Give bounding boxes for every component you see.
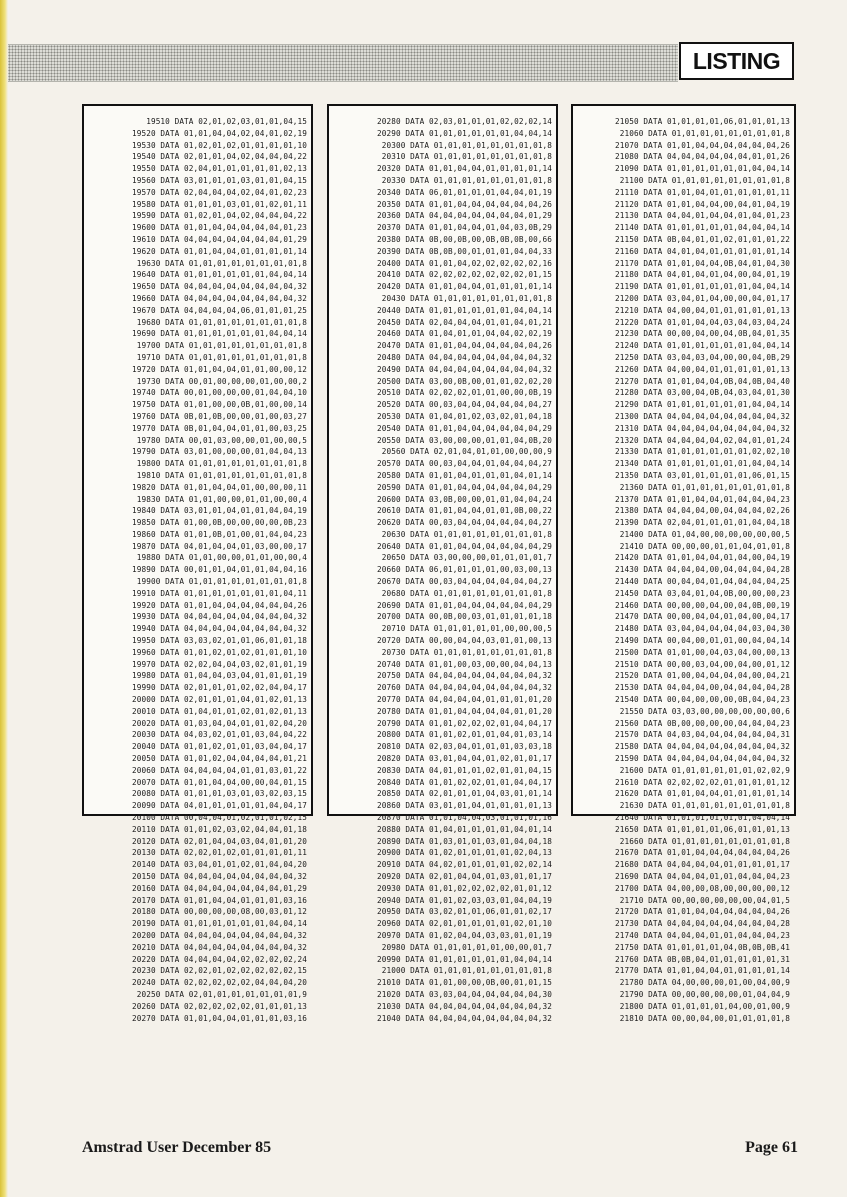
listing-line: 20470 DATA 01,01,04,04,04,04,04,04,26 <box>377 341 552 351</box>
listing-line: 20500 DATA 03,00,0B,00,01,01,02,02,20 <box>377 376 552 386</box>
section-badge <box>679 42 794 80</box>
listing-line: 21290 DATA 01,01,01,01,01,01,04,04,14 <box>615 400 790 410</box>
listing-line: 19590 DATA 01,02,01,04,02,04,04,04,22 <box>132 211 307 221</box>
listing-line: 20990 DATA 01,01,01,01,01,01,04,04,14 <box>377 954 552 964</box>
listing-line: 20120 DATA 02,01,04,04,03,04,01,01,20 <box>132 836 307 846</box>
listing-line: 20940 DATA 01,01,02,03,03,01,04,04,19 <box>377 895 552 905</box>
listing-line: 21610 DATA 02,02,02,02,01,01,01,01,12 <box>615 777 790 787</box>
listing-line: 19890 DATA 00,01,01,04,01,01,04,04,16 <box>132 565 307 575</box>
listing-line: 21530 DATA 04,04,04,00,04,04,04,04,28 <box>615 683 790 693</box>
listing-line: 20550 DATA 03,00,00,00,01,01,04,0B,20 <box>377 435 552 445</box>
listing-line: 20300 DATA 01,01,01,01,01,01,01,01,8 <box>381 140 552 150</box>
listing-line: 21170 DATA 01,01,04,04,0B,04,01,04,30 <box>615 258 790 268</box>
listing-line: 20460 DATA 01,04,01,01,04,04,02,02,19 <box>377 329 552 339</box>
listing-line: 19990 DATA 02,01,01,01,02,02,04,04,17 <box>132 683 307 693</box>
listing-line: 21120 DATA 01,01,04,04,00,04,01,04,19 <box>615 199 790 209</box>
listing-line: 21340 DATA 01,01,01,01,01,01,04,04,14 <box>615 459 790 469</box>
listing-line: 20520 DATA 00,03,04,04,04,04,04,04,27 <box>377 400 552 410</box>
listing-line: 20420 DATA 01,01,04,04,01,01,01,01,14 <box>377 282 552 292</box>
listing-line: 21600 DATA 01,01,01,01,01,01,02,02,9 <box>619 765 790 775</box>
listing-line: 21200 DATA 03,04,01,04,00,00,04,01,17 <box>615 293 790 303</box>
listing-line: 21420 DATA 01,01,04,04,01,04,00,04,19 <box>615 553 790 563</box>
listing-column-2 <box>327 104 558 1023</box>
listing-line: 21080 DATA 04,04,04,04,04,04,01,01,26 <box>615 152 790 162</box>
listing-line: 21060 DATA 01,01,01,01,01,01,01,01,8 <box>619 128 790 138</box>
listing-line: 21580 DATA 04,04,04,04,04,04,04,04,32 <box>615 742 790 752</box>
listing-line: 21240 DATA 01,01,01,01,01,01,04,04,14 <box>615 341 790 351</box>
listing-line: 19780 DATA 00,01,03,00,00,01,00,00,5 <box>136 435 307 445</box>
listing-line: 21470 DATA 00,00,04,04,01,04,00,04,17 <box>615 612 790 622</box>
listing-line: 21270 DATA 01,01,04,04,0B,04,0B,04,40 <box>615 376 790 386</box>
section-label: LISTING <box>692 47 781 74</box>
listing-line: 20900 DATA 01,02,01,01,01,01,02,04,13 <box>377 848 552 858</box>
listing-line: 21770 DATA 01,01,04,04,01,01,01,01,14 <box>615 966 790 976</box>
listing-line: 21250 DATA 03,04,03,04,00,00,04,0B,29 <box>615 352 790 362</box>
listing-line: 20930 DATA 01,01,02,02,02,02,01,01,12 <box>377 883 552 893</box>
listing-line: 20190 DATA 01,01,01,01,01,01,04,04,14 <box>132 919 307 929</box>
listing-line: 21750 DATA 01,01,01,01,04,0B,0B,0B,41 <box>615 942 790 952</box>
listing-line: 20610 DATA 01,01,04,04,01,01,0B,00,22 <box>377 506 552 516</box>
listing-line: 19730 DATA 00,01,00,00,00,01,00,00,2 <box>136 376 307 386</box>
listing-line: 19920 DATA 01,01,04,04,04,04,04,04,26 <box>132 600 307 610</box>
listing-line: 20200 DATA 04,04,04,04,04,04,04,04,32 <box>132 930 307 940</box>
listing-line: 20280 DATA 02,03,01,01,01,02,02,02,14 <box>377 117 552 126</box>
listing-line: 21280 DATA 03,00,04,0B,04,03,04,01,30 <box>615 388 790 398</box>
listing-line: 21430 DATA 04,04,04,00,04,04,04,04,28 <box>615 565 790 575</box>
listing-line: 21140 DATA 01,01,01,01,01,04,04,04,14 <box>615 223 790 233</box>
listing-line: 19970 DATA 02,02,04,04,03,02,01,01,19 <box>132 659 307 669</box>
listing-line: 21810 DATA 00,00,04,00,01,01,01,01,8 <box>619 1013 790 1023</box>
listing-line: 19870 DATA 04,01,04,04,01,03,00,00,17 <box>132 541 307 551</box>
listing-line: 20430 DATA 01,01,01,01,01,01,01,01,8 <box>381 293 552 303</box>
listing-line: 20580 DATA 01,01,04,01,01,01,04,01,14 <box>377 470 552 480</box>
listing-line: 20880 DATA 01,04,01,01,01,01,04,01,14 <box>377 824 552 834</box>
listing-line: 21000 DATA 01,01,01,01,01,01,01,01,8 <box>381 966 552 976</box>
listing-line: 19700 DATA 01,01,01,01,01,01,01,01,8 <box>136 341 307 351</box>
listing-line: 21500 DATA 01,01,00,04,03,04,00,00,13 <box>615 647 790 657</box>
listing-line: 21700 DATA 04,00,00,08,00,00,00,00,12 <box>615 883 790 893</box>
listing-line: 19610 DATA 04,04,04,04,04,04,04,01,29 <box>132 234 307 244</box>
listing-line: 20660 DATA 06,01,01,01,01,00,03,00,13 <box>377 565 552 575</box>
listing-line: 21760 DATA 0B,0B,04,01,01,01,01,01,31 <box>615 954 790 964</box>
listing-line: 20440 DATA 01,01,01,01,01,01,04,04,14 <box>377 305 552 315</box>
listing-line: 20980 DATA 01,01,01,01,01,00,00,01,7 <box>381 942 552 952</box>
listing-line: 21150 DATA 0B,04,01,01,02,01,01,01,22 <box>615 234 790 244</box>
listing-line: 20330 DATA 01,01,01,01,01,01,01,01,8 <box>381 175 552 185</box>
listing-line: 19760 DATA 0B,01,0B,00,00,01,00,03,27 <box>132 411 307 421</box>
listing-line: 21010 DATA 01,01,00,00,0B,00,01,01,15 <box>377 978 552 988</box>
listing-line: 21180 DATA 04,01,04,01,04,00,04,01,19 <box>615 270 790 280</box>
listing-line: 21020 DATA 03,03,04,04,04,04,04,04,30 <box>377 989 552 999</box>
listing-line: 21210 DATA 04,00,04,01,01,01,01,01,13 <box>615 305 790 315</box>
listing-line: 19980 DATA 01,04,04,03,04,01,01,01,19 <box>132 671 307 681</box>
listing-line: 20570 DATA 00,03,04,04,01,04,04,04,27 <box>377 459 552 469</box>
listing-line: 20950 DATA 03,02,01,01,06,01,01,02,17 <box>377 907 552 917</box>
listing-line: 20530 DATA 01,04,01,02,03,02,01,04,18 <box>377 411 552 421</box>
listing-line: 20800 DATA 01,01,02,01,01,04,01,03,14 <box>377 730 552 740</box>
listing-line: 20290 DATA 01,01,01,01,01,01,04,04,14 <box>377 128 552 138</box>
listing-line: 20840 DATA 01,01,02,02,01,01,04,04,17 <box>377 777 552 787</box>
listing-line: 20170 DATA 01,01,04,04,01,01,01,03,16 <box>132 895 307 905</box>
listing-line: 21690 DATA 04,04,04,01,01,04,04,04,23 <box>615 872 790 881</box>
listing-line: 20090 DATA 04,01,01,01,01,01,04,04,17 <box>132 801 307 811</box>
listing-column-3 <box>571 104 796 1023</box>
listing-line: 21030 DATA 04,04,04,04,04,04,04,04,32 <box>377 1001 552 1011</box>
listing-line: 20780 DATA 01,01,04,04,04,04,01,01,20 <box>377 706 552 716</box>
listing-line: 21190 DATA 01,01,01,01,01,01,04,04,14 <box>615 282 790 292</box>
listing-line: 21100 DATA 01,01,01,01,01,01,01,01,8 <box>619 175 790 185</box>
listing-line: 20970 DATA 01,02,04,04,03,03,01,01,19 <box>377 930 552 940</box>
listing-line: 20960 DATA 02,01,01,01,01,01,02,01,10 <box>377 919 552 929</box>
listing-line: 21090 DATA 01,01,01,01,01,01,04,04,14 <box>615 164 790 174</box>
listing-line: 21050 DATA 01,01,01,01,06,01,01,01,13 <box>615 117 790 126</box>
listing-line: 19830 DATA 01,01,00,00,01,01,00,00,4 <box>136 494 307 504</box>
listing-line: 21570 DATA 04,03,04,04,04,04,04,04,31 <box>615 730 790 740</box>
listing-line: 20410 DATA 02,02,02,02,02,02,02,01,15 <box>377 270 552 280</box>
listing-line: 21310 DATA 04,04,04,04,04,04,04,04,32 <box>615 423 790 433</box>
listing-line: 21440 DATA 00,04,04,01,04,04,04,04,25 <box>615 577 790 587</box>
listing-line: 21400 DATA 01,04,00,00,00,00,00,00,5 <box>619 529 790 539</box>
listing-line: 20810 DATA 02,03,04,01,01,01,03,03,18 <box>377 742 552 752</box>
page-binding-strip <box>0 0 8 1197</box>
listing-line: 19910 DATA 01,01,01,01,01,01,01,04,11 <box>132 588 307 598</box>
listing-line: 20770 DATA 04,04,04,04,01,01,01,01,20 <box>377 695 552 705</box>
listing-line: 21660 DATA 01,01,01,01,01,01,01,01,8 <box>619 836 790 846</box>
listing-line: 19680 DATA 01,01,01,01,01,01,01,01,8 <box>136 317 307 327</box>
listing-line: 21540 DATA 00,04,00,00,00,0B,04,04,23 <box>615 695 790 705</box>
listing-line: 21560 DATA 0B,00,00,00,00,04,04,04,23 <box>615 718 790 728</box>
listing-line: 20480 DATA 04,04,04,04,04,04,04,04,32 <box>377 352 552 362</box>
listing-line: 19770 DATA 0B,01,04,04,01,01,00,03,25 <box>132 423 307 433</box>
listing-line: 20110 DATA 01,01,02,03,02,04,04,01,18 <box>132 824 307 834</box>
listing-line: 19930 DATA 04,04,04,04,04,04,04,04,32 <box>132 612 307 622</box>
listing-line: 20740 DATA 01,01,00,03,00,00,04,04,13 <box>377 659 552 669</box>
listing-line: 20860 DATA 03,01,01,04,01,01,01,01,13 <box>377 801 552 811</box>
listing-line: 21590 DATA 04,04,04,04,04,04,04,04,32 <box>615 754 790 764</box>
listing-line: 21370 DATA 01,01,04,04,01,04,04,04,23 <box>615 494 790 504</box>
listing-line: 19800 DATA 01,01,01,01,01,01,01,01,8 <box>136 459 307 469</box>
listing-line: 20340 DATA 06,01,01,01,01,04,04,01,19 <box>377 187 552 197</box>
listing-line: 21450 DATA 03,04,01,04,0B,00,00,00,23 <box>615 588 790 598</box>
listing-line: 21230 DATA 00,00,04,00,04,0B,04,01,35 <box>615 329 790 339</box>
listing-line: 20270 DATA 01,01,04,04,01,01,01,03,16 <box>132 1013 307 1023</box>
listing-line: 19860 DATA 01,01,0B,01,00,01,04,04,23 <box>132 529 307 539</box>
listing-line: 20720 DATA 00,00,04,04,03,01,01,00,13 <box>377 636 552 646</box>
listing-line: 21330 DATA 01,01,01,01,01,01,02,02,10 <box>615 447 790 457</box>
listing-line: 20850 DATA 02,01,01,01,04,03,01,01,14 <box>377 789 552 799</box>
listing-line: 21730 DATA 04,04,04,04,04,04,04,04,28 <box>615 919 790 929</box>
listing-line: 21070 DATA 01,01,04,04,04,04,04,04,26 <box>615 140 790 150</box>
listing-line: 19710 DATA 01,01,01,01,01,01,01,01,8 <box>136 352 307 362</box>
listing-line: 20710 DATA 01,01,01,01,01,00,00,00,5 <box>381 624 552 634</box>
listing-line: 20030 DATA 04,03,02,01,01,03,04,04,22 <box>132 730 307 740</box>
listing-line: 21350 DATA 03,01,01,01,01,01,06,01,15 <box>615 470 790 480</box>
listing-line: 21680 DATA 04,04,04,04,01,01,01,01,17 <box>615 860 790 870</box>
listing-line: 19850 DATA 01,00,0B,00,00,00,00,0B,23 <box>132 518 307 528</box>
listing-line: 20380 DATA 0B,00,0B,00,0B,0B,0B,00,66 <box>377 234 552 244</box>
listing-line: 20220 DATA 04,04,04,04,02,02,02,02,24 <box>132 954 307 964</box>
listing-line: 20260 DATA 02,02,02,02,02,01,01,01,13 <box>132 1001 307 1011</box>
listing-line: 20360 DATA 04,04,04,04,04,04,04,01,29 <box>377 211 552 221</box>
listing-line: 20690 DATA 01,01,04,04,04,04,04,04,29 <box>377 600 552 610</box>
listing-line: 20310 DATA 01,01,01,01,01,01,01,01,8 <box>381 152 552 162</box>
listing-line: 21510 DATA 00,00,03,04,00,04,00,01,12 <box>615 659 790 669</box>
listing-line: 20680 DATA 01,01,01,01,01,01,01,01,8 <box>381 588 552 598</box>
listing-line: 20910 DATA 04,02,01,01,01,01,02,02,14 <box>377 860 552 870</box>
listing-line: 19570 DATA 02,04,04,04,02,04,01,02,23 <box>132 187 307 197</box>
listing-line: 20560 DATA 02,01,04,01,01,00,00,00,9 <box>381 447 552 457</box>
listing-line: 21300 DATA 04,04,04,04,04,04,04,04,32 <box>615 411 790 421</box>
listing-line: 21260 DATA 04,00,04,01,01,01,01,01,13 <box>615 364 790 374</box>
listing-line: 20510 DATA 02,02,02,01,01,00,00,0B,19 <box>377 388 552 398</box>
listing-line: 20650 DATA 03,00,00,00,01,01,01,01,7 <box>381 553 552 563</box>
listing-line: 20490 DATA 04,04,04,04,04,04,04,04,32 <box>377 364 552 374</box>
listing-line: 19670 DATA 04,04,04,04,06,01,01,01,25 <box>132 305 307 315</box>
listing-line: 21380 DATA 04,04,04,00,04,04,04,02,26 <box>615 506 790 516</box>
listing-line: 19580 DATA 01,01,01,03,01,01,02,01,11 <box>132 199 307 209</box>
listing-line: 19840 DATA 03,01,01,04,01,01,04,04,19 <box>132 506 307 516</box>
listing-line: 19740 DATA 00,01,00,00,00,01,04,04,10 <box>132 388 307 398</box>
listing-line: 21670 DATA 01,01,04,04,04,04,04,04,26 <box>615 848 790 858</box>
listing-line: 19790 DATA 03,01,00,00,00,01,04,04,13 <box>132 447 307 457</box>
listing-line: 21490 DATA 00,04,00,01,01,00,04,04,14 <box>615 636 790 646</box>
listing-line: 21160 DATA 04,01,04,01,01,01,01,01,14 <box>615 246 790 256</box>
listing-line: 20210 DATA 04,04,04,04,04,04,04,04,32 <box>132 942 307 952</box>
listing-line: 19810 DATA 01,01,01,01,01,01,01,01,8 <box>136 470 307 480</box>
listing-line: 19940 DATA 04,04,04,04,04,04,04,04,32 <box>132 624 307 634</box>
listing-line: 19510 DATA 02,01,02,03,01,01,04,15 <box>146 117 307 126</box>
listing-line: 20100 DATA 00,04,04,01,02,01,01,02,15 <box>132 813 307 823</box>
listing-line: 20750 DATA 04,04,04,04,04,04,04,04,32 <box>377 671 552 681</box>
listing-line: 21710 DATA 00,00,00,00,00,00,04,01,5 <box>619 895 790 905</box>
listing-line: 21650 DATA 01,01,01,01,06,01,01,01,13 <box>615 824 790 834</box>
listing-line: 20600 DATA 03,0B,00,00,01,01,04,04,24 <box>377 494 552 504</box>
listing-line: 19630 DATA 01,01,01,01,01,01,01,01,8 <box>136 258 307 268</box>
listing-line: 20540 DATA 01,01,04,04,04,04,04,04,29 <box>377 423 552 433</box>
listing-line: 21040 DATA 04,04,04,04,04,04,04,04,32 <box>377 1013 552 1023</box>
page-number: Page 61 <box>745 1139 798 1156</box>
publication-footer: Amstrad User December 85 <box>82 1139 272 1156</box>
listing-line: 21130 DATA 04,04,01,04,04,01,04,01,23 <box>615 211 790 221</box>
listing-line: 21620 DATA 01,01,04,04,01,01,01,01,14 <box>615 789 790 799</box>
listing-line: 19650 DATA 04,04,04,04,04,04,04,04,32 <box>132 282 307 292</box>
listing-line: 19620 DATA 01,01,04,04,01,01,01,01,14 <box>132 246 307 256</box>
listing-line: 19720 DATA 01,01,04,04,01,01,00,00,12 <box>132 364 307 374</box>
listing-line: 19820 DATA 01,01,04,04,01,00,00,00,11 <box>132 482 307 492</box>
listing-line: 20640 DATA 01,01,04,04,04,04,04,04,29 <box>377 541 552 551</box>
listing-line: 19690 DATA 01,01,01,01,01,01,04,04,14 <box>132 329 307 339</box>
listing-line: 20060 DATA 04,04,04,04,01,01,03,01,22 <box>132 765 307 775</box>
listing-line: 20820 DATA 03,01,04,04,01,02,01,01,17 <box>377 754 552 764</box>
listing-line: 19960 DATA 01,01,02,01,02,01,01,01,10 <box>132 647 307 657</box>
listing-line: 20240 DATA 02,02,02,02,02,04,04,04,20 <box>132 978 307 988</box>
listing-line: 19900 DATA 01,01,01,01,01,01,01,01,8 <box>136 577 307 587</box>
listing-line: 19600 DATA 01,01,04,04,04,04,04,01,23 <box>132 223 307 233</box>
listing-line: 20620 DATA 00,03,04,04,04,04,04,04,27 <box>377 518 552 528</box>
listing-line: 20760 DATA 04,04,04,04,04,04,04,04,32 <box>377 683 552 693</box>
listing-line: 20000 DATA 02,01,01,01,04,01,02,01,13 <box>132 695 307 705</box>
listing-line: 20230 DATA 02,02,01,02,02,02,02,02,15 <box>132 966 307 976</box>
listing-line: 20040 DATA 01,01,02,01,01,03,04,04,17 <box>132 742 307 752</box>
listing-line: 19520 DATA 01,01,04,04,02,04,01,02,19 <box>132 128 307 138</box>
listing-line: 21640 DATA 01,01,01,01,01,01,04,04,14 <box>615 813 790 823</box>
listing-line: 19950 DATA 03,03,02,01,01,06,01,01,18 <box>132 636 307 646</box>
listing-line: 21780 DATA 04,00,00,00,01,00,04,00,9 <box>619 978 790 988</box>
listing-line: 19530 DATA 01,02,01,02,01,01,01,01,10 <box>132 140 307 150</box>
listing-line: 20320 DATA 01,01,04,04,01,01,01,01,14 <box>377 164 552 174</box>
listing-line: 20180 DATA 00,00,00,00,08,00,03,01,12 <box>132 907 307 917</box>
listing-line: 21800 DATA 01,01,01,01,04,00,01,00,9 <box>619 1001 790 1011</box>
listing-line: 20870 DATA 01,01,04,04,03,01,01,01,16 <box>377 813 552 823</box>
listing-line: 20070 DATA 01,01,04,04,00,00,04,01,15 <box>132 777 307 787</box>
listing-line: 20400 DATA 01,01,04,02,02,02,02,02,16 <box>377 258 552 268</box>
listing-line: 20140 DATA 03,04,01,01,02,01,04,04,20 <box>132 860 307 870</box>
listing-line: 19640 DATA 01,01,01,01,01,01,04,04,14 <box>132 270 307 280</box>
listing-line: 20080 DATA 01,01,01,03,01,03,02,03,15 <box>132 789 307 799</box>
listing-line: 21520 DATA 01,00,04,04,04,04,00,04,21 <box>615 671 790 681</box>
listing-line: 20670 DATA 00,03,04,04,04,04,04,04,27 <box>377 577 552 587</box>
listing-line: 20450 DATA 02,04,04,04,01,01,04,01,21 <box>377 317 552 327</box>
listing-line: 20920 DATA 02,01,04,04,01,03,01,01,17 <box>377 872 552 881</box>
listing-line: 20390 DATA 0B,0B,00,01,01,01,04,04,33 <box>377 246 552 256</box>
listing-line: 20020 DATA 01,03,04,04,01,01,02,04,20 <box>132 718 307 728</box>
listing-line: 19560 DATA 03,01,01,01,03,01,01,04,15 <box>132 175 307 185</box>
listing-line: 21480 DATA 03,04,04,04,04,04,03,04,30 <box>615 624 790 634</box>
listing-line: 21110 DATA 01,01,04,01,01,01,01,01,11 <box>615 187 790 197</box>
listing-line: 20590 DATA 01,01,04,04,04,04,04,04,29 <box>377 482 552 492</box>
listing-line: 20010 DATA 01,04,01,01,02,01,02,01,13 <box>132 706 307 716</box>
header-dot-band <box>8 44 678 82</box>
listing-line: 20250 DATA 02,01,01,01,01,01,01,01,9 <box>136 989 307 999</box>
listing-line: 19550 DATA 02,04,01,01,01,01,01,02,13 <box>132 164 307 174</box>
listing-line: 19880 DATA 01,01,00,00,01,01,00,00,4 <box>136 553 307 563</box>
listing-column-1 <box>82 104 313 1023</box>
listing-line: 20160 DATA 04,04,04,04,04,04,04,01,29 <box>132 883 307 893</box>
listing-line: 19540 DATA 02,01,01,04,02,04,04,04,22 <box>132 152 307 162</box>
listing-line: 20370 DATA 01,01,04,04,01,04,03,0B,29 <box>377 223 552 233</box>
listing-line: 21790 DATA 00,00,00,00,00,01,04,04,9 <box>619 989 790 999</box>
listing-line: 20700 DATA 00,0B,00,03,01,01,01,01,18 <box>377 612 552 622</box>
listing-line: 20350 DATA 01,01,04,04,04,04,04,04,26 <box>377 199 552 209</box>
listing-line: 20150 DATA 04,04,04,04,04,04,04,04,32 <box>132 872 307 881</box>
listing-line: 21390 DATA 02,04,01,01,01,01,04,04,18 <box>615 518 790 528</box>
listing-line: 20890 DATA 01,03,01,01,03,01,04,04,18 <box>377 836 552 846</box>
listing-line: 20630 DATA 01,01,01,01,01,01,01,01,8 <box>381 529 552 539</box>
listing-line: 20050 DATA 01,01,02,04,04,04,04,01,21 <box>132 754 307 764</box>
listing-line: 21550 DATA 03,03,00,00,00,00,00,00,6 <box>619 706 790 716</box>
listing-line: 21360 DATA 01,01,01,01,01,01,01,01,8 <box>619 482 790 492</box>
listing-line: 20790 DATA 01,01,02,02,02,01,04,04,17 <box>377 718 552 728</box>
listing-line: 21320 DATA 04,04,04,04,02,04,01,01,24 <box>615 435 790 445</box>
listing-line: 21740 DATA 04,04,04,01,01,04,04,04,23 <box>615 930 790 940</box>
listing-line: 20130 DATA 02,02,01,02,01,01,01,01,11 <box>132 848 307 858</box>
listing-line: 20830 DATA 04,01,01,01,02,01,01,04,15 <box>377 765 552 775</box>
listing-line: 19750 DATA 01,01,00,00,0B,01,00,00,14 <box>132 400 307 410</box>
listing-line: 20730 DATA 01,01,01,01,01,01,01,01,8 <box>381 647 552 657</box>
listing-line: 21410 DATA 00,00,00,01,01,04,01,01,8 <box>619 541 790 551</box>
listing-line: 21220 DATA 01,01,04,04,03,04,03,04,24 <box>615 317 790 327</box>
listing-line: 19660 DATA 04,04,04,04,04,04,04,04,32 <box>132 293 307 303</box>
listing-line: 21630 DATA 01,01,01,01,01,01,01,01,8 <box>619 801 790 811</box>
listing-line: 21720 DATA 01,01,04,04,04,04,04,04,26 <box>615 907 790 917</box>
listing-line: 21460 DATA 00,00,00,04,00,04,0B,00,19 <box>615 600 790 610</box>
